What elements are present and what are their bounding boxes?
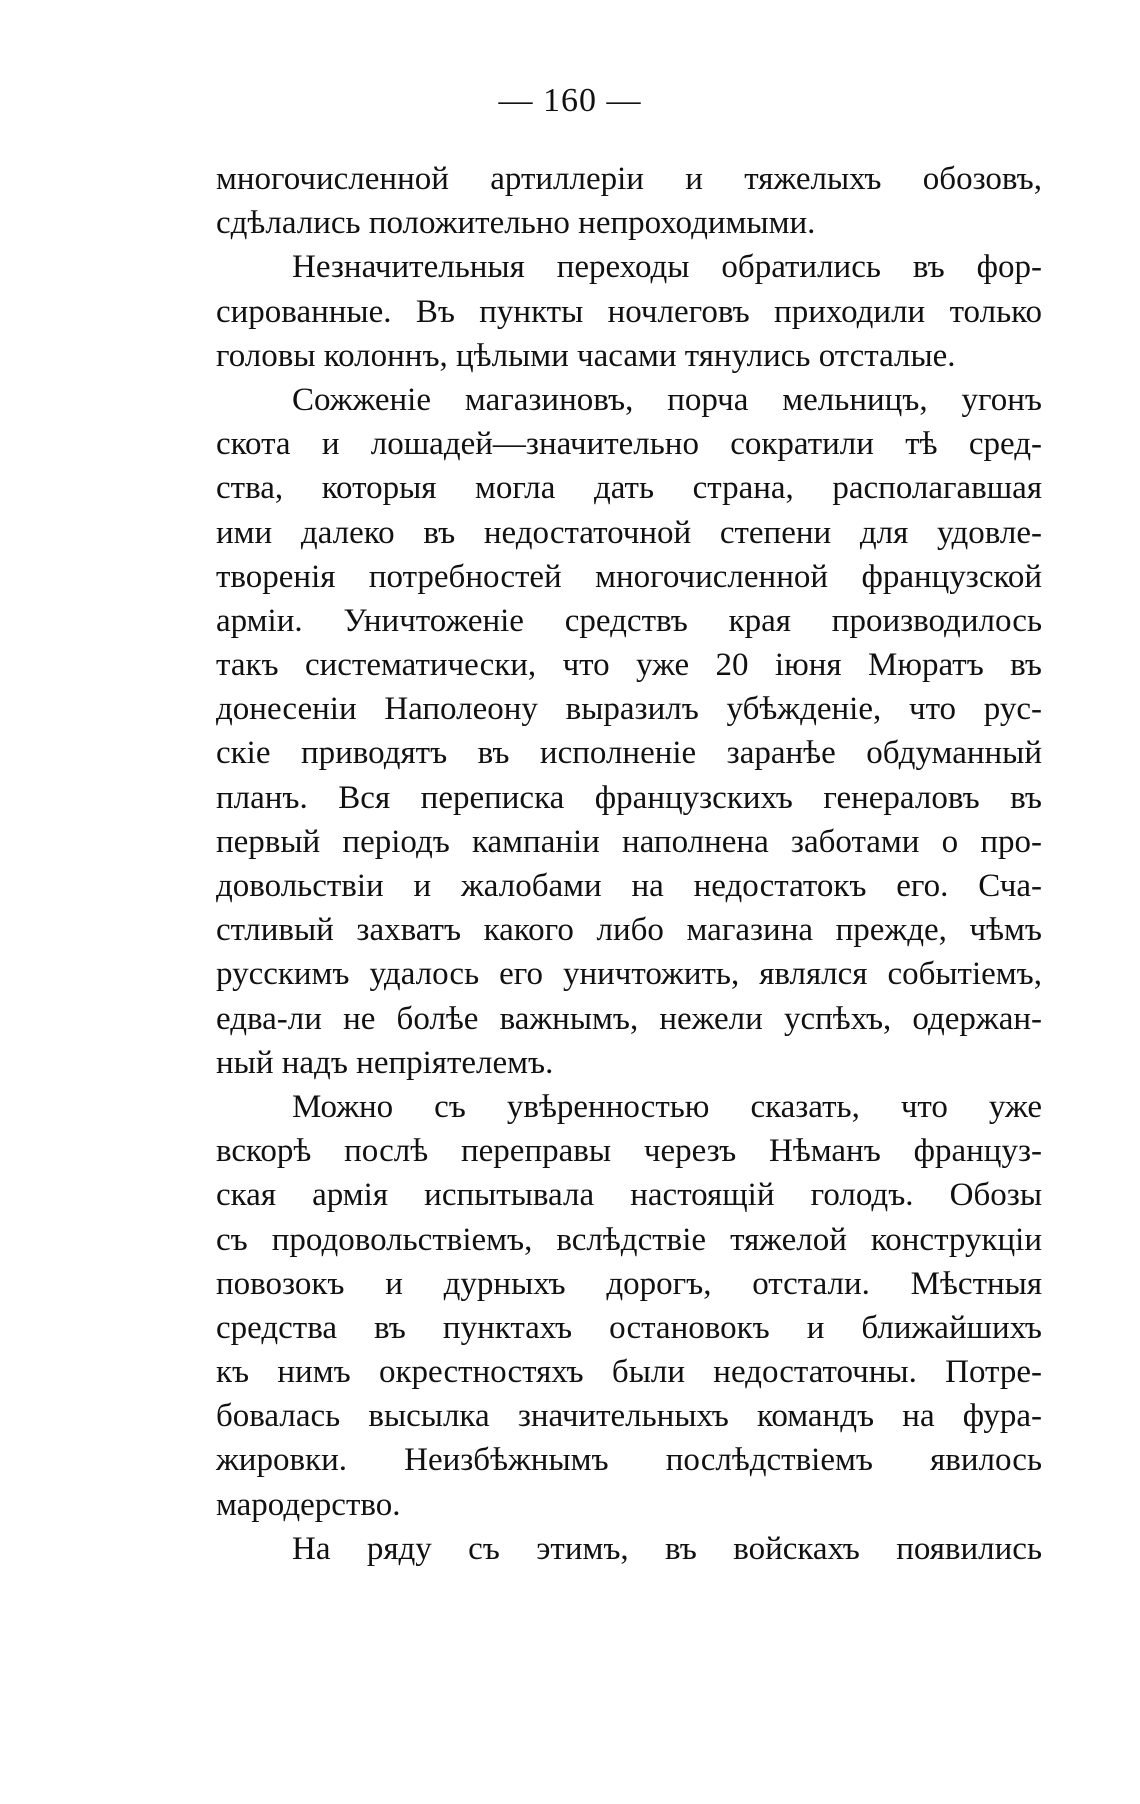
text-line: ская армія испытывала настоящій голодъ. Обозы [216, 1177, 1042, 1214]
text-line: Сожженіе магазиновъ, порча мельницъ, угонъ [292, 381, 1042, 418]
text-line: стливый захватъ какого либо магазина прежде, чѣмъ [216, 912, 1042, 949]
text-line: едва-ли не болѣе важнымъ, нежели успѣхъ, одержан- [216, 1000, 1042, 1037]
text-line: Можно съ увѣренностью сказать, что уже [292, 1088, 1042, 1125]
text-line: сдѣлались положительно непроходимыми. [216, 205, 816, 242]
text-line: такъ систематически, что уже 20 іюня Мюратъ въ [216, 647, 1042, 684]
text-line: ими далеко въ недостаточной степени для удовле- [216, 514, 1042, 551]
text-line: скота и лошадей—значительно сократили тѣ сред- [216, 426, 1042, 463]
text-line: головы колоннъ, цѣлыми часами тянулись отсталые. [216, 337, 956, 374]
text-line: довольствіи и жалобами на недостатокъ его. Сча- [216, 868, 1042, 904]
text-line: скіе приводятъ въ исполненіе заранѣе обдуманный [216, 735, 1042, 772]
text-line: На ряду съ этимъ, въ войскахъ появились [292, 1530, 1042, 1567]
text-line: первый періодъ кампаніи наполнена заботами о про- [216, 823, 1042, 860]
text-line: ства, которыя могла дать страна, располагавшая [216, 470, 1042, 507]
text-line: средства въ пунктахъ остановокъ и ближайшихъ [216, 1309, 1042, 1346]
text-line: къ нимъ окрестностяхъ были недостаточны. Потре- [216, 1354, 1042, 1391]
text-line: съ продовольствіемъ, вслѣдствіе тяжелой конструкціи [216, 1221, 1042, 1258]
text-line: донесеніи Наполеону выразилъ убѣжденіе, что рус- [216, 691, 1042, 728]
page-number: — 160 — [498, 82, 642, 119]
text-line: повозокъ и дурныхъ дорогъ, отстали. Мѣстныя [216, 1265, 1042, 1302]
text-line: русскимъ удалось его уничтожить, являлся событіемъ, [216, 956, 1042, 993]
text-line: планъ. Вся переписка французскихъ генераловъ въ [216, 779, 1042, 816]
text-line: многочисленной артиллеріи и тяжелыхъ обозовъ, [216, 161, 1042, 197]
text-line: Незначительныя переходы обратились въ фор- [292, 249, 1042, 286]
text-line: арміи. Уничтоженіе средствъ края производилось [216, 602, 1042, 639]
text-line: творенія потребностей многочисленной французской [216, 558, 1042, 595]
text-line: ный надъ непріятелемъ. [216, 1044, 554, 1081]
text-line: бовалась высылка значительныхъ командъ на фура- [216, 1398, 1042, 1435]
body-text [216, 157, 1042, 1571]
text-line: мародерство. [216, 1486, 401, 1523]
text-line: жировки. Неизбѣжнымъ послѣдствіемъ явилось [216, 1442, 1042, 1479]
text-line: сированные. Въ пункты ночлеговъ приходили только [216, 293, 1042, 330]
text-line: вскорѣ послѣ переправы черезъ Нѣманъ француз- [216, 1133, 1042, 1170]
